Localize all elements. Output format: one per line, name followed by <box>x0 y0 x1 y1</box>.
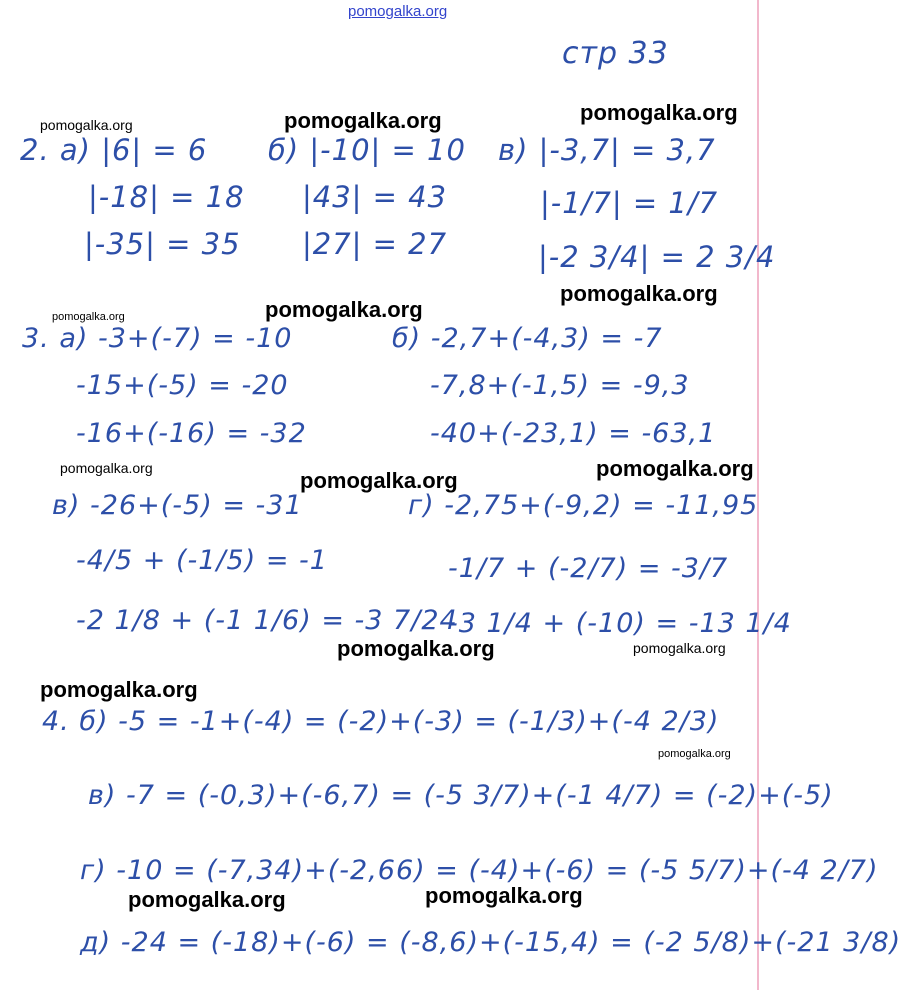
task3-v-line1: в) -26+(-5) = -31 <box>52 490 303 521</box>
page-number: стр 33 <box>562 36 669 71</box>
task3-v-line2: -4/5 + (-1/5) = -1 <box>76 545 328 576</box>
task3-g-line1: г) -2,75+(-9,2) = -11,95 <box>408 490 759 521</box>
task2-a-line3: |-35| = 35 <box>84 227 241 261</box>
task2-a-line1: 2. а) |6| = 6 <box>20 133 208 167</box>
task2-v-line1: в) |-3,7| = 3,7 <box>498 133 716 167</box>
watermark: pomogalka.org <box>633 640 726 656</box>
task2-b-line2: |43| = 43 <box>302 180 448 214</box>
watermark: pomogalka.org <box>52 311 125 323</box>
watermark: pomogalka.org <box>658 748 731 760</box>
task4-d-line: д) -24 = (-18)+(-6) = (-8,6)+(-15,4) = (-2 5/8)+(-21 3/8) <box>80 927 901 958</box>
watermark: pomogalka.org <box>265 297 423 322</box>
task4-b-line: 4. б) -5 = -1+(-4) = (-2)+(-3) = (-1/3)+(-4 2/3) <box>42 706 720 737</box>
watermark: pomogalka.org <box>128 887 286 912</box>
watermark: pomogalka.org <box>40 117 133 133</box>
task2-b-line1: б) |-10| = 10 <box>268 133 466 167</box>
task4-v-line: в) -7 = (-0,3)+(-6,7) = (-5 3/7)+(-1 4/7) = (-2)+(-5) <box>88 780 834 811</box>
watermark: pomogalka.org <box>337 636 495 661</box>
watermark: pomogalka.org <box>425 883 583 908</box>
task2-v-line3: |-2 3/4| = 2 3/4 <box>538 240 776 274</box>
watermark: pomogalka.org <box>60 460 153 476</box>
task3-a-line2: -15+(-5) = -20 <box>76 370 289 401</box>
task2-a-line2: |-18| = 18 <box>88 180 245 214</box>
task2-b-line3: |27| = 27 <box>302 227 448 261</box>
task2-v-line2: |-1/7| = 1/7 <box>540 186 719 220</box>
task3-g-line3: -3 1/4 + (-10) = -13 1/4 <box>448 608 792 639</box>
task3-a-line3: -16+(-16) = -32 <box>76 418 307 449</box>
task3-v-line3: -2 1/8 + (-1 1/6) = -3 7/24 <box>76 605 458 636</box>
watermark: pomogalka.org <box>596 456 754 481</box>
task3-b-line3: -40+(-23,1) = -63,1 <box>430 418 717 449</box>
task4-g-line: г) -10 = (-7,34)+(-2,66) = (-4)+(-6) = (-5 5/7)+(-4 2/7) <box>80 855 879 886</box>
task3-b-line1: б) -2,7+(-4,3) = -7 <box>392 323 663 354</box>
task3-a-line1: 3. а) -3+(-7) = -10 <box>22 323 293 354</box>
watermark: pomogalka.org <box>284 108 442 133</box>
task3-b-line2: -7,8+(-1,5) = -9,3 <box>430 370 690 401</box>
watermark: pomogalka.org <box>40 677 198 702</box>
top-watermark-link[interactable]: pomogalka.org <box>348 3 448 20</box>
watermark: pomogalka.org <box>300 468 458 493</box>
watermark: pomogalka.org <box>580 100 738 125</box>
watermark: pomogalka.org <box>560 281 718 306</box>
task3-g-line2: -1/7 + (-2/7) = -3/7 <box>448 553 729 584</box>
